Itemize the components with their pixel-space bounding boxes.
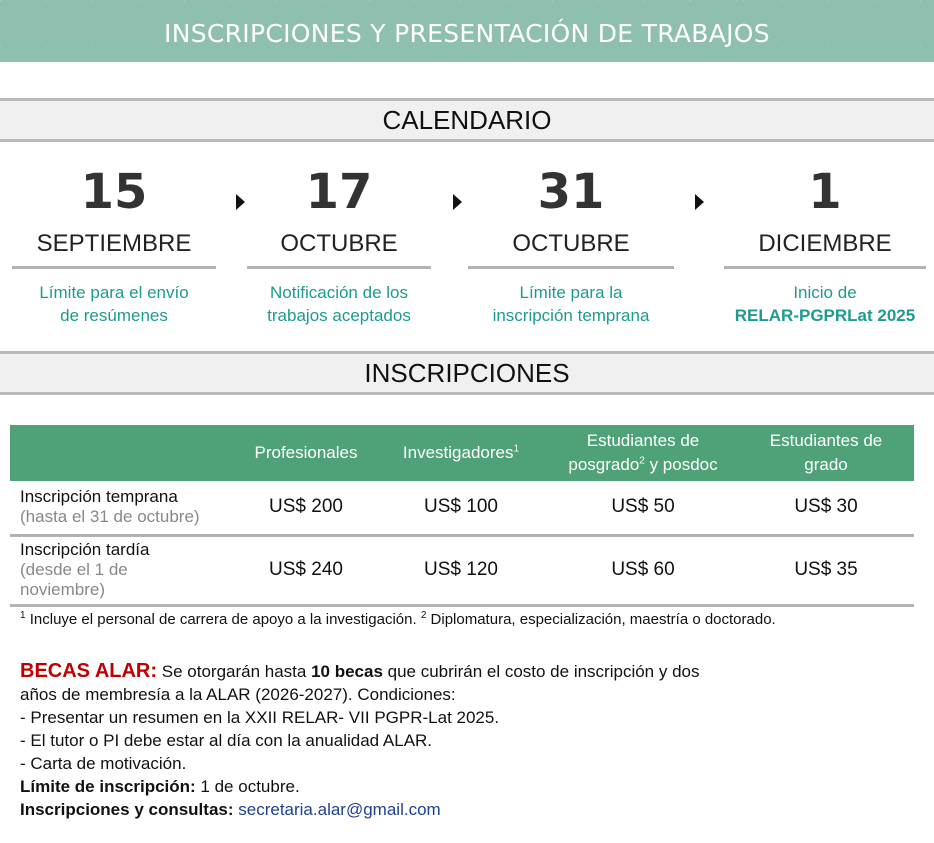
becas-count: 10 becas xyxy=(311,662,383,681)
table-row xyxy=(10,481,914,535)
calendar-description-line: Límite para el envío xyxy=(39,283,189,302)
calendar-month: OCTUBRE xyxy=(512,230,630,257)
becas-text: que cubrirán el costo de inscripción y dos años de membresía a la ALAR (2026-2027). Condiciones: xyxy=(20,662,700,704)
column-header-text: posgrado xyxy=(568,455,640,474)
footnote-marker: 2 xyxy=(639,455,645,467)
becas-condition: - El tutor o PI debe estar al día con la anualidad ALAR. xyxy=(20,731,433,750)
price-cell: US$ 100 xyxy=(374,481,548,535)
becas-condition: - Presentar un resumen en la XXII RELAR- VII PGPR-Lat 2025. xyxy=(20,708,500,727)
calendar-item xyxy=(12,164,216,327)
column-header-investigadores xyxy=(374,425,548,481)
calendar-month: DICIEMBRE xyxy=(758,230,892,257)
price-cell: US$ 200 xyxy=(238,481,374,535)
row-label xyxy=(10,535,238,605)
calendar-description-line: RELAR-PGPRLat 2025 xyxy=(734,306,916,325)
banner-title: INSCRIPCIONES Y PRESENTACIÓN DE TRABAJOS xyxy=(164,18,770,48)
footnote-marker: 2 xyxy=(420,610,427,621)
row-label-text: Inscripción tardía xyxy=(20,540,150,559)
price-cell: US$ 240 xyxy=(238,535,374,605)
calendar-divider xyxy=(247,266,431,269)
calendar-divider xyxy=(724,266,926,269)
price-cell: US$ 30 xyxy=(738,481,914,535)
calendar-item xyxy=(724,164,926,327)
footnote-text: Diplomatura, especialización, maestría o doctorado. xyxy=(426,611,776,628)
becas-intro xyxy=(20,660,700,706)
row-label-sub: (desde el 1 de noviembre) xyxy=(20,560,128,599)
column-header-text: grado xyxy=(804,455,848,474)
calendar-item xyxy=(247,164,431,327)
inscripciones-heading: INSCRIPCIONES xyxy=(364,357,570,388)
price-cell: US$ 50 xyxy=(548,481,738,535)
fees-table xyxy=(10,425,914,607)
row-label-sub: (hasta el 31 de octubre) xyxy=(20,507,200,527)
calendar-description-line: de resúmenes xyxy=(60,306,168,325)
table-header-empty xyxy=(10,425,238,481)
becas-contact xyxy=(20,798,700,821)
table-header-row xyxy=(10,425,914,481)
column-header-grado xyxy=(738,425,914,481)
contact-label: Inscripciones y consultas: xyxy=(20,800,234,819)
price-cell: US$ 35 xyxy=(738,535,914,605)
contact-email-link[interactable]: secretaria.alar@gmail.com xyxy=(238,800,441,819)
becas-condition: - Carta de motivación. xyxy=(20,754,187,773)
footnote-marker: 1 xyxy=(513,443,520,455)
column-header-text: Estudiantes de xyxy=(769,431,883,450)
calendar-section-bar xyxy=(0,98,934,142)
calendar-description-line: Límite para la xyxy=(519,283,623,302)
calendar-description-line: trabajos aceptados xyxy=(267,306,411,325)
calendar-divider xyxy=(468,266,674,269)
price-cell: US$ 120 xyxy=(374,535,548,605)
table-footnote xyxy=(20,611,776,628)
arrow-right-icon xyxy=(695,194,704,210)
price-cell: US$ 60 xyxy=(548,535,738,605)
calendar-item xyxy=(468,164,674,327)
arrow-right-icon xyxy=(453,194,462,210)
column-header-profesionales: Profesionales xyxy=(238,425,374,481)
calendar-description xyxy=(724,281,926,327)
calendar-heading: CALENDARIO xyxy=(382,104,552,135)
calendar-day: 31 xyxy=(537,164,605,220)
calendar-description xyxy=(12,281,216,327)
calendar-description-line: inscripción temprana xyxy=(492,306,650,325)
calendar-month: SEPTIEMBRE xyxy=(36,230,192,257)
becas-deadline xyxy=(20,775,700,798)
calendar-description xyxy=(247,281,431,327)
calendar-month: OCTUBRE xyxy=(280,230,398,257)
becas-section xyxy=(20,660,700,821)
calendar-day: 1 xyxy=(808,164,842,220)
header-banner xyxy=(0,0,934,62)
deadline-value: 1 de octubre. xyxy=(195,777,300,796)
becas-title: BECAS ALAR: xyxy=(20,660,158,682)
inscripciones-section-bar xyxy=(0,351,934,395)
calendar-day: 17 xyxy=(305,164,373,220)
calendar-divider xyxy=(12,266,216,269)
row-label-text: Inscripción temprana xyxy=(20,487,178,507)
footnote-marker: 1 xyxy=(20,610,26,621)
becas-text: Se otorgarán hasta xyxy=(157,662,312,681)
column-header-text: Estudiantes de xyxy=(586,431,700,450)
column-header-posgrado xyxy=(548,425,738,481)
calendar-description-line: Notificación de los xyxy=(270,283,408,302)
row-label xyxy=(10,481,238,535)
footnote-text: Incluye el personal de carrera de apoyo a la investigación. xyxy=(25,611,421,628)
calendar-description xyxy=(468,281,674,327)
table-row xyxy=(10,535,914,605)
calendar-day: 15 xyxy=(80,164,148,220)
column-header-text: y posdoc xyxy=(644,455,718,474)
column-header-text: Investigadores xyxy=(402,443,514,462)
arrow-right-icon xyxy=(236,194,245,210)
calendar-description-line: Inicio de xyxy=(793,283,857,302)
deadline-label: Límite de inscripción: xyxy=(20,777,196,796)
